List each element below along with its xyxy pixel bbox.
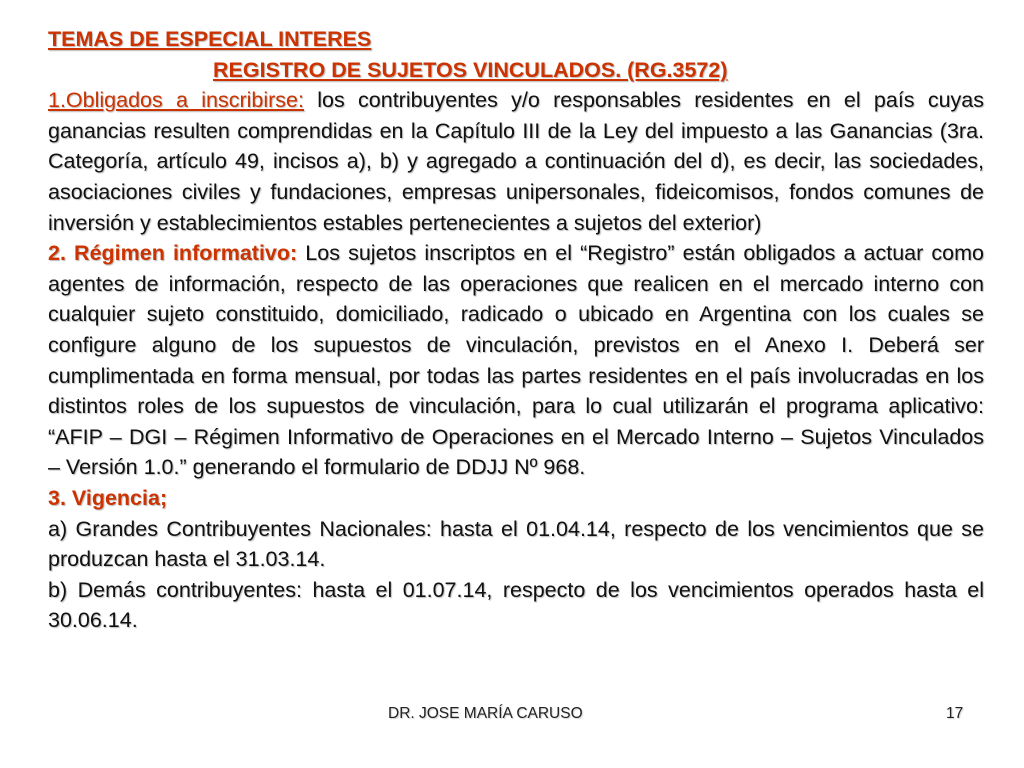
- section-vigencia-lead: 3. Vigencia;: [48, 485, 168, 510]
- section-regimen-lead: 2. Régimen informativo:: [48, 241, 298, 266]
- footer-author: DR. JOSE MARÍA CARUSO: [388, 705, 583, 722]
- vigencia-item-b: b) Demás contribuyentes: hasta el 01.07.14, respecto de los vencimientos operados hasta el 30.06.14.: [48, 577, 984, 633]
- vigencia-item-a: a) Grandes Contribuyentes Nacionales: hasta el 01.04.14, respecto de los vencimientos que se produzcan hasta el 31.03.14.: [48, 516, 984, 572]
- footer-page-number: 17: [946, 705, 964, 722]
- section-regimen-text: Los sujetos inscriptos en el “Registro” están obligados a actuar como agentes de información, respecto de las operaciones que realicen en el mercado interno con cualquier sujeto constituido, domiciliado, radicado o ubicado en Argentina con los cuales se configure alguno de los supuestos de vinculación, previstos en el Anexo I. Deberá ser cumplimentada en forma mensual, por todas las partes residentes en el país involucradas en los distintos roles de los supuestos de vinculación, para lo cual utilizarán el programa aplicativo: “AFIP – DGI – Régimen Informativo de Operaciones en el Mercado Interno – Sujetos Vinculados – Versión 1.0.” generando el formulario de DDJJ Nº 968.: [48, 241, 984, 480]
- section-obligados: [48, 85, 984, 238]
- section-vigencia-heading: [48, 483, 984, 514]
- slide-subtitle: REGISTRO DE SUJETOS VINCULADOS. (RG.3572): [213, 57, 728, 82]
- slide-content: [48, 24, 984, 636]
- section-regimen: [48, 238, 984, 483]
- section-obligados-text: los contribuyentes y/o responsables residentes en el país cuyas ganancias resulten comprendidas en la Capítulo III de la Ley del impuesto a las Ganancias (3ra. Categoría, artículo 49, incisos a), b) y agregado a continuación del d), es decir, las sociedades, asociaciones civiles y fundaciones, empresas unipersonales, fideicomisos, fondos comunes de inversión y establecimientos estables pertenecientes a sujetos del exterior): [48, 88, 984, 235]
- slide-title: TEMAS DE ESPECIAL INTERES: [48, 27, 372, 51]
- section-obligados-lead: 1.Obligados a inscribirse:: [48, 88, 304, 113]
